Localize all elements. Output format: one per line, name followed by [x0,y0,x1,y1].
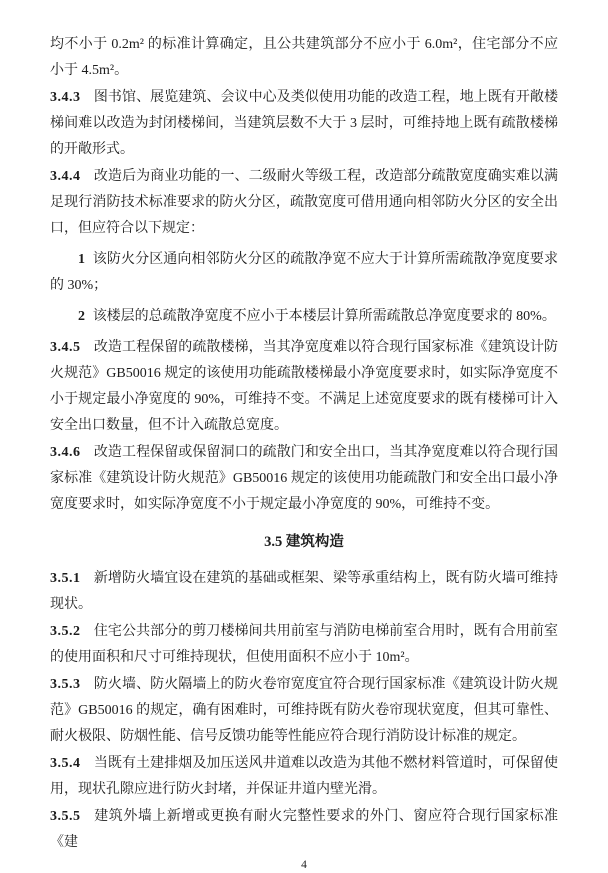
clause-number: 3.5.4 [50,756,81,771]
clause-text: 防火墙、防火隔墙上的防火卷帘宽度宜符合现行国家标准《建筑设计防火规范》GB50016 的规定，确有困难时，可维持既有防火卷帘现状宽度，但其可靠性、耐火极限、防烟性能、信号反馈功能等性能应符合现行消防设计标准的规定。 [50,677,558,744]
subitem-number: 1 [78,252,85,267]
clause-text: 当既有土建排烟及加压送风井道难以改造为其他不燃材料管道时，可保留使用，现状孔隙应进行防火封堵，并保证井道内壁光滑。 [50,756,558,797]
clause-number: 3.4.4 [50,169,81,184]
clause-number: 3.4.3 [50,90,81,105]
clause-text: 住宅公共部分的剪刀楼梯间共用前室与消防电梯前室合用时，既有合用前室的使用面积和尺寸可维持现状，但使用面积不应小于 10m²。 [50,624,558,665]
clause-number: 3.5.3 [50,677,81,692]
clause-number: 3.5.1 [50,571,81,586]
clause-3-4-6 [50,440,558,518]
clause-3-4-4 [50,164,558,242]
clause-3-5-5 [50,804,558,856]
clause-3-5-4 [50,751,558,803]
clause-text: 图书馆、展览建筑、会议中心及类似使用功能的改造工程，地上既有开敞楼梯间难以改造为封闭楼梯间，当建筑层数不大于 3 层时，可维持地上既有疏散楼梯的开敞形式。 [50,90,558,157]
clause-text: 改造后为商业功能的一、二级耐火等级工程，改造部分疏散宽度确实难以满足现行消防技术标准要求的防火分区，疏散宽度可借用通向相邻防火分区的安全出口，但应符合以下规定： [50,169,558,236]
clause-3-5-2 [50,619,558,671]
clause-number: 3.4.6 [50,445,81,460]
clause-text: 改造工程保留的疏散楼梯，当其净宽度难以符合现行国家标准《建筑设计防火规范》GB50016 规定的该使用功能疏散楼梯最小净宽度要求时，如实际净宽度不小于规定最小净宽度的 90%，可维持不变。不满足上述宽度要求的既有楼梯可计入安全出口数量，但不计入疏散总宽度。 [50,340,558,433]
clause-3-5-3 [50,672,558,750]
clause-number: 3.5.5 [50,809,81,824]
subitem-1 [50,247,558,299]
clause-3-4-5 [50,335,558,439]
subitem-number: 2 [78,309,85,324]
paragraph-continuation: 均不小于 0.2m² 的标准计算确定，且公共建筑部分不应小于 6.0m²，住宅部分不应小于 4.5m²。 [50,37,558,78]
clause-text: 建筑外墙上新增或更换有耐火完整性要求的外门、窗应符合现行国家标准《建 [50,809,558,850]
section-heading-3-5: 3.5 建筑构造 [264,534,344,550]
clause-3-4-3 [50,85,558,163]
page-number: 4 [301,859,307,871]
clause-number: 3.5.2 [50,624,81,639]
clause-number: 3.4.5 [50,340,81,355]
subitem-text: 该防火分区通向相邻防火分区的疏散净宽不应大于计算所需疏散净宽度要求的 30%； [50,252,558,293]
subitem-2 [50,304,558,330]
clause-3-5-1 [50,566,558,618]
clause-text: 新增防火墙宜设在建筑的基础或框架、梁等承重结构上，既有防火墙可维持现状。 [50,571,558,612]
clause-text: 改造工程保留或保留洞口的疏散门和安全出口，当其净宽度难以符合现行国家标准《建筑设计防火规范》GB50016 规定的该使用功能疏散门和安全出口最小净宽度要求时，如实际净宽度不小于规定最小净宽度的 90%，可维持不变。 [50,445,558,512]
subitem-text: 该楼层的总疏散净宽度不应小于本楼层计算所需疏散总净宽度要求的 80%。 [92,309,556,324]
